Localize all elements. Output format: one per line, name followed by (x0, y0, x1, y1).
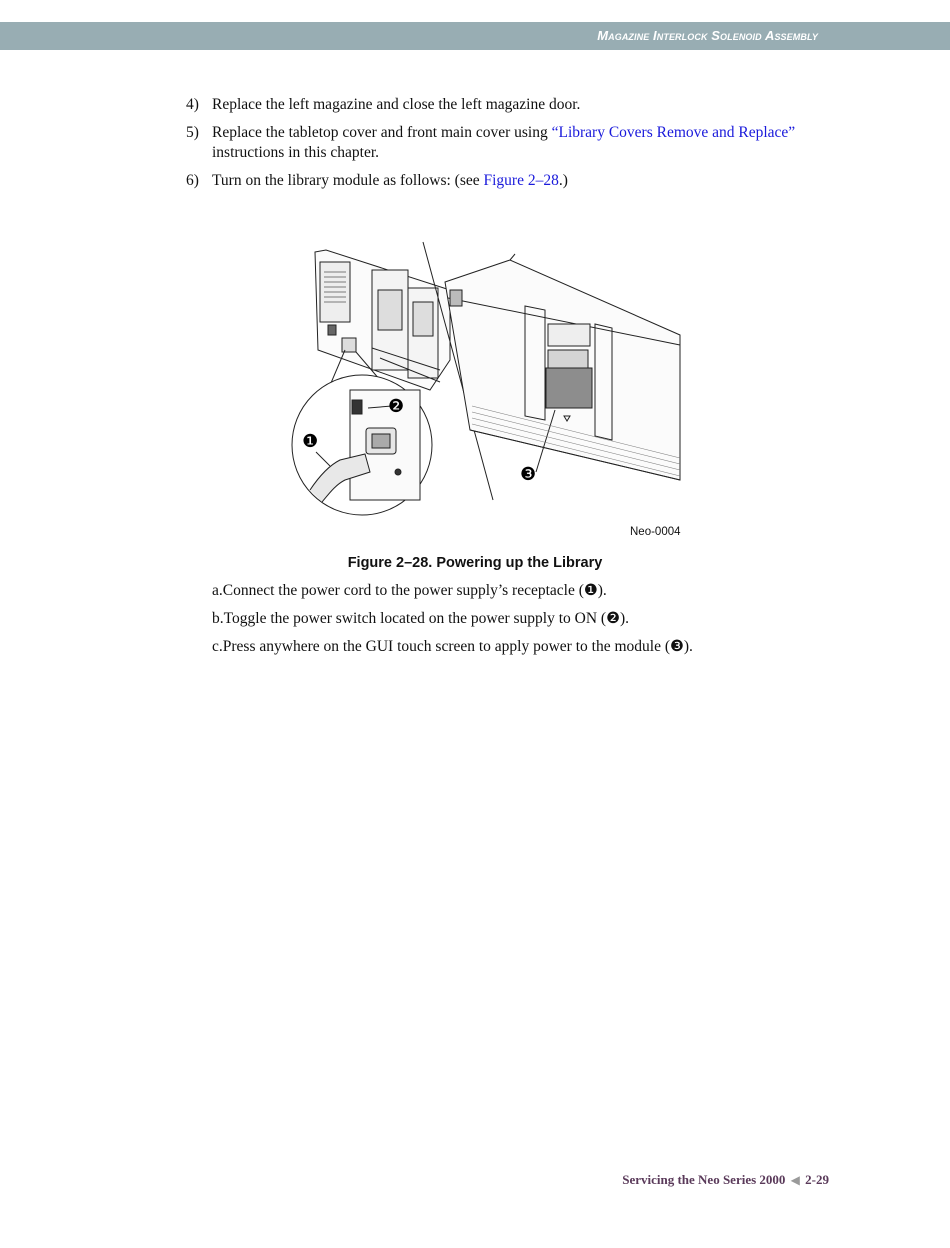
substep-c (212, 637, 852, 657)
substep-text: Connect the power cord to the power supply’s receptacle (❶). (222, 582, 607, 599)
step-text-post: .) (558, 172, 568, 189)
page-footer (622, 1172, 829, 1188)
step-number: 5) (186, 124, 199, 141)
powering-up-figure (290, 240, 690, 540)
page-number: 2-29 (805, 1172, 829, 1187)
figure-2-28-link[interactable]: Figure 2–28 (483, 172, 559, 189)
step-5 (186, 123, 846, 163)
substep-b (212, 609, 852, 629)
footer-title: Servicing the Neo Series 2000 (622, 1172, 786, 1187)
library-illustration (290, 240, 690, 540)
step-number: 6) (186, 172, 199, 189)
footer-arrow-icon: ◀ (790, 1173, 800, 1187)
figure-id: Neo-0004 (630, 526, 681, 538)
callout-3: ❸ (520, 464, 537, 485)
step-text-post: instructions in this chapter. (212, 144, 380, 161)
substep-label: b. (212, 610, 224, 627)
running-header-title: Magazine Interlock Solenoid Assembly (597, 28, 818, 43)
library-covers-link[interactable]: “Library Covers Remove and Replace” (551, 124, 796, 141)
substep-label: c. (212, 638, 223, 655)
substep-text: Toggle the power switch located on the power supply to ON (❷). (223, 610, 630, 627)
step-4 (186, 95, 846, 115)
library-front-panel (445, 254, 680, 480)
running-header-bar (0, 22, 950, 50)
callout-1: ❶ (302, 431, 319, 452)
substep-label: a. (212, 582, 223, 599)
rear-power-supply-unit (315, 250, 450, 390)
substeps (212, 581, 852, 665)
procedure-steps (186, 95, 846, 199)
step-text-pre: Replace the tabletop cover and front main cover using (212, 124, 552, 141)
substep-text: Press anywhere on the GUI touch screen to apply power to the module (❸). (222, 638, 693, 655)
figure-caption: Figure 2–28. Powering up the Library (347, 555, 603, 571)
step-number: 4) (186, 96, 199, 113)
substep-a (212, 581, 852, 601)
callout-2: ❷ (388, 396, 405, 417)
step-text-pre: Turn on the library module as follows: (see (212, 172, 484, 189)
step-text: Replace the left magazine and close the left magazine door. (212, 96, 581, 113)
step-6 (186, 171, 846, 191)
